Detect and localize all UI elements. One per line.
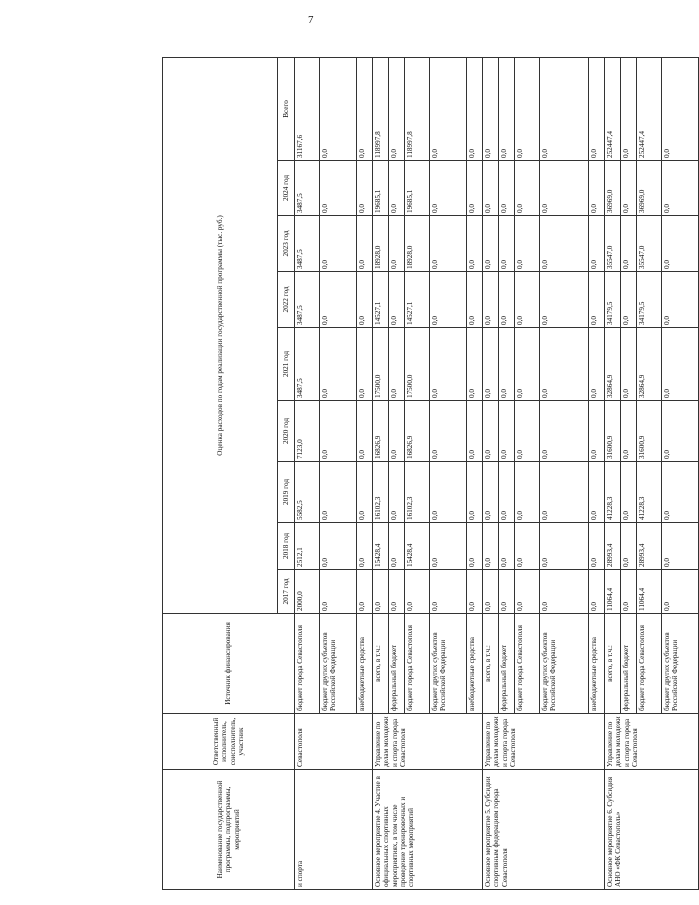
- value-cell: 31600,9: [605, 401, 621, 462]
- value-cell: 0,0: [483, 523, 499, 570]
- source-cell: бюджет города Севастополя: [515, 614, 540, 714]
- value-cell: 0,0: [320, 216, 357, 272]
- section-name: Основное мероприятие 6. Субсидия АНО «ФК Севастополь»: [605, 770, 699, 890]
- value-cell: 0,0: [621, 401, 637, 462]
- value-cell: 16102,3: [405, 462, 430, 523]
- value-cell: 31600,9: [637, 401, 662, 462]
- value-cell: 0,0: [389, 523, 405, 570]
- value-cell: 5582,5: [295, 462, 320, 523]
- total-cell: 0,0: [589, 57, 605, 160]
- value-cell: 0,0: [540, 161, 589, 216]
- value-cell: 0,0: [467, 328, 483, 401]
- value-cell: 16826,9: [373, 401, 389, 462]
- value-cell: 0,0: [499, 570, 515, 614]
- value-cell: 0,0: [499, 272, 515, 328]
- rotated-table-container: [162, 58, 680, 890]
- total-cell: 0,0: [320, 57, 357, 160]
- value-cell: 0,0: [621, 462, 637, 523]
- header-year: 2022 год: [278, 272, 295, 328]
- section-responsible: Управление по делам молодежи и спорта города Севастополя: [373, 714, 483, 770]
- value-cell: 0,0: [621, 216, 637, 272]
- value-cell: 0,0: [430, 523, 467, 570]
- value-cell: 0,0: [483, 401, 499, 462]
- value-cell: 0,0: [540, 401, 589, 462]
- value-cell: 16102,3: [373, 462, 389, 523]
- source-cell: внебюджетные средства: [589, 614, 605, 714]
- value-cell: 11064,4: [637, 570, 662, 614]
- section-name: и спорта: [295, 770, 373, 890]
- source-cell: бюджет других субъектов Российской Федерации: [430, 614, 467, 714]
- value-cell: 2512,1: [295, 523, 320, 570]
- value-cell: 34179,5: [605, 272, 621, 328]
- value-cell: 14527,1: [405, 272, 430, 328]
- value-cell: 3487,5: [295, 272, 320, 328]
- value-cell: 0,0: [320, 401, 357, 462]
- value-cell: 0,0: [357, 272, 373, 328]
- value-cell: 0,0: [357, 161, 373, 216]
- value-cell: 0,0: [389, 216, 405, 272]
- value-cell: 0,0: [467, 462, 483, 523]
- source-cell: федеральный бюджет: [389, 614, 405, 714]
- total-cell: 252447,4: [605, 57, 621, 160]
- value-cell: 15428,4: [405, 523, 430, 570]
- value-cell: 0,0: [499, 328, 515, 401]
- value-cell: 0,0: [389, 401, 405, 462]
- source-cell: федеральный бюджет: [499, 614, 515, 714]
- total-cell: 0,0: [662, 57, 699, 160]
- section-responsible: Севастополя: [295, 714, 373, 770]
- header-year: 2018 год: [278, 523, 295, 570]
- value-cell: 0,0: [357, 570, 373, 614]
- value-cell: 0,0: [589, 401, 605, 462]
- value-cell: 32864,9: [605, 328, 621, 401]
- value-cell: 0,0: [589, 570, 605, 614]
- value-cell: 0,0: [662, 462, 699, 523]
- source-cell: федеральный бюджет: [621, 614, 637, 714]
- value-cell: 28993,4: [637, 523, 662, 570]
- source-cell: бюджет города Севастополя: [637, 614, 662, 714]
- value-cell: 0,0: [389, 328, 405, 401]
- value-cell: 0,0: [499, 523, 515, 570]
- source-cell: внебюджетные средства: [357, 614, 373, 714]
- total-cell: 0,0: [515, 57, 540, 160]
- value-cell: 0,0: [589, 328, 605, 401]
- value-cell: 0,0: [483, 272, 499, 328]
- value-cell: 35547,0: [605, 216, 621, 272]
- value-cell: 0,0: [357, 401, 373, 462]
- header-responsible: Ответственный исполнитель, соисполнитель, участник: [163, 714, 295, 770]
- source-cell: всего, в т.ч.:: [605, 614, 621, 714]
- value-cell: 0,0: [589, 272, 605, 328]
- value-cell: 0,0: [389, 272, 405, 328]
- value-cell: 15428,4: [373, 523, 389, 570]
- value-cell: 0,0: [430, 570, 467, 614]
- value-cell: 0,0: [483, 570, 499, 614]
- total-cell: 0,0: [467, 57, 483, 160]
- value-cell: 0,0: [320, 272, 357, 328]
- value-cell: 0,0: [320, 462, 357, 523]
- value-cell: 41228,3: [605, 462, 621, 523]
- value-cell: 0,0: [320, 570, 357, 614]
- value-cell: 0,0: [515, 570, 540, 614]
- value-cell: 0,0: [405, 570, 430, 614]
- value-cell: 18928,0: [373, 216, 389, 272]
- value-cell: 3487,5: [295, 161, 320, 216]
- value-cell: 0,0: [515, 401, 540, 462]
- page-number: 7: [308, 14, 314, 26]
- value-cell: 0,0: [389, 570, 405, 614]
- value-cell: 0,0: [467, 570, 483, 614]
- value-cell: 0,0: [589, 523, 605, 570]
- header-year: 2024 год: [278, 161, 295, 216]
- section-responsible: Управление по делам молодежи и спорта города Севастополя: [483, 714, 605, 770]
- value-cell: 0,0: [320, 161, 357, 216]
- value-cell: 0,0: [320, 523, 357, 570]
- section-name: Основное мероприятие 4. Участие в официальных спортивных мероприятиях, в том числе проведение тренировочных и спортивных мероприятий: [373, 770, 483, 890]
- value-cell: 17500,0: [405, 328, 430, 401]
- value-cell: 0,0: [621, 570, 637, 614]
- value-cell: 18928,0: [405, 216, 430, 272]
- value-cell: 34179,5: [637, 272, 662, 328]
- total-cell: 0,0: [540, 57, 589, 160]
- value-cell: 0,0: [662, 272, 699, 328]
- source-cell: всего, в т.ч.:: [373, 614, 389, 714]
- header-source: Источник финансирования: [163, 614, 295, 714]
- source-cell: бюджет города Севастополя: [295, 614, 320, 714]
- value-cell: 0,0: [467, 161, 483, 216]
- total-cell: 0,0: [389, 57, 405, 160]
- header-name: Наименование государственной программы, подпрограммы, мероприятий: [163, 770, 295, 890]
- value-cell: 0,0: [540, 570, 589, 614]
- value-cell: 0,0: [515, 523, 540, 570]
- header-year: 2017 год: [278, 570, 295, 614]
- value-cell: 0,0: [483, 216, 499, 272]
- value-cell: 19685,1: [373, 161, 389, 216]
- total-cell: 118997,8: [405, 57, 430, 160]
- header-total: Всего: [278, 57, 295, 160]
- value-cell: 14527,1: [373, 272, 389, 328]
- value-cell: 0,0: [320, 328, 357, 401]
- value-cell: 0,0: [389, 462, 405, 523]
- value-cell: 0,0: [467, 216, 483, 272]
- value-cell: 0,0: [430, 462, 467, 523]
- value-cell: 0,0: [430, 161, 467, 216]
- value-cell: 0,0: [589, 161, 605, 216]
- value-cell: 0,0: [662, 328, 699, 401]
- total-cell: 0,0: [483, 57, 499, 160]
- value-cell: 0,0: [621, 272, 637, 328]
- value-cell: 0,0: [357, 328, 373, 401]
- header-year: 2019 год: [278, 462, 295, 523]
- value-cell: 0,0: [499, 161, 515, 216]
- value-cell: 0,0: [357, 523, 373, 570]
- value-cell: 0,0: [373, 570, 389, 614]
- value-cell: 0,0: [467, 401, 483, 462]
- value-cell: 7123,0: [295, 401, 320, 462]
- value-cell: 0,0: [499, 216, 515, 272]
- expenditure-table: [162, 57, 699, 890]
- value-cell: 35547,0: [637, 216, 662, 272]
- value-cell: 0,0: [357, 462, 373, 523]
- total-cell: 0,0: [357, 57, 373, 160]
- value-cell: 0,0: [540, 462, 589, 523]
- value-cell: 0,0: [430, 401, 467, 462]
- value-cell: 41228,3: [637, 462, 662, 523]
- value-cell: 0,0: [430, 328, 467, 401]
- value-cell: 2000,0: [295, 570, 320, 614]
- value-cell: 0,0: [662, 570, 699, 614]
- value-cell: 0,0: [483, 161, 499, 216]
- total-cell: 0,0: [621, 57, 637, 160]
- value-cell: 0,0: [662, 216, 699, 272]
- value-cell: 0,0: [662, 161, 699, 216]
- value-cell: 0,0: [467, 523, 483, 570]
- value-cell: 0,0: [515, 216, 540, 272]
- value-cell: 0,0: [467, 272, 483, 328]
- value-cell: 0,0: [499, 462, 515, 523]
- value-cell: 3487,5: [295, 216, 320, 272]
- value-cell: 0,0: [430, 216, 467, 272]
- source-cell: бюджет других субъектов Российской Федерации: [540, 614, 589, 714]
- value-cell: 0,0: [515, 462, 540, 523]
- value-cell: 32864,9: [637, 328, 662, 401]
- value-cell: 0,0: [483, 328, 499, 401]
- value-cell: 0,0: [389, 161, 405, 216]
- source-cell: бюджет города Севастополя: [405, 614, 430, 714]
- value-cell: 0,0: [357, 216, 373, 272]
- value-cell: 0,0: [662, 401, 699, 462]
- value-cell: 0,0: [540, 216, 589, 272]
- value-cell: 0,0: [515, 161, 540, 216]
- value-cell: 0,0: [621, 328, 637, 401]
- value-cell: 3487,5: [295, 328, 320, 401]
- value-cell: 0,0: [589, 462, 605, 523]
- total-cell: 118997,8: [373, 57, 389, 160]
- total-cell: 31167,6: [295, 57, 320, 160]
- value-cell: 0,0: [430, 272, 467, 328]
- total-cell: 0,0: [430, 57, 467, 160]
- value-cell: 0,0: [621, 523, 637, 570]
- value-cell: 0,0: [515, 272, 540, 328]
- header-year: 2020 год: [278, 401, 295, 462]
- value-cell: 0,0: [621, 161, 637, 216]
- value-cell: 19685,1: [405, 161, 430, 216]
- value-cell: 0,0: [483, 462, 499, 523]
- value-cell: 36969,0: [605, 161, 621, 216]
- source-cell: всего, в т.ч.:: [483, 614, 499, 714]
- source-cell: бюджет других субъектов Российской Федерации: [662, 614, 699, 714]
- section-name: Основное мероприятие 5. Субсидии спортивным федерациям города Севастополя: [483, 770, 605, 890]
- header-year: 2021 год: [278, 328, 295, 401]
- section-responsible: Управление по делам молодежи и спорта города Севастополя: [605, 714, 699, 770]
- header-estimate: Оценка расходов по годам реализации государственной программы (тыс. руб.): [163, 57, 278, 613]
- total-cell: 252447,4: [637, 57, 662, 160]
- value-cell: 0,0: [589, 216, 605, 272]
- total-cell: 0,0: [499, 57, 515, 160]
- source-cell: бюджет других субъектов Российской Федерации: [320, 614, 357, 714]
- value-cell: 0,0: [540, 272, 589, 328]
- value-cell: 17500,0: [373, 328, 389, 401]
- source-cell: внебюджетные средства: [467, 614, 483, 714]
- value-cell: 16826,9: [405, 401, 430, 462]
- value-cell: 0,0: [540, 328, 589, 401]
- value-cell: 28993,4: [605, 523, 621, 570]
- value-cell: 0,0: [540, 523, 589, 570]
- value-cell: 36969,0: [637, 161, 662, 216]
- value-cell: 0,0: [499, 401, 515, 462]
- value-cell: 11064,4: [605, 570, 621, 614]
- header-year: 2023 год: [278, 216, 295, 272]
- value-cell: 0,0: [515, 328, 540, 401]
- value-cell: 0,0: [662, 523, 699, 570]
